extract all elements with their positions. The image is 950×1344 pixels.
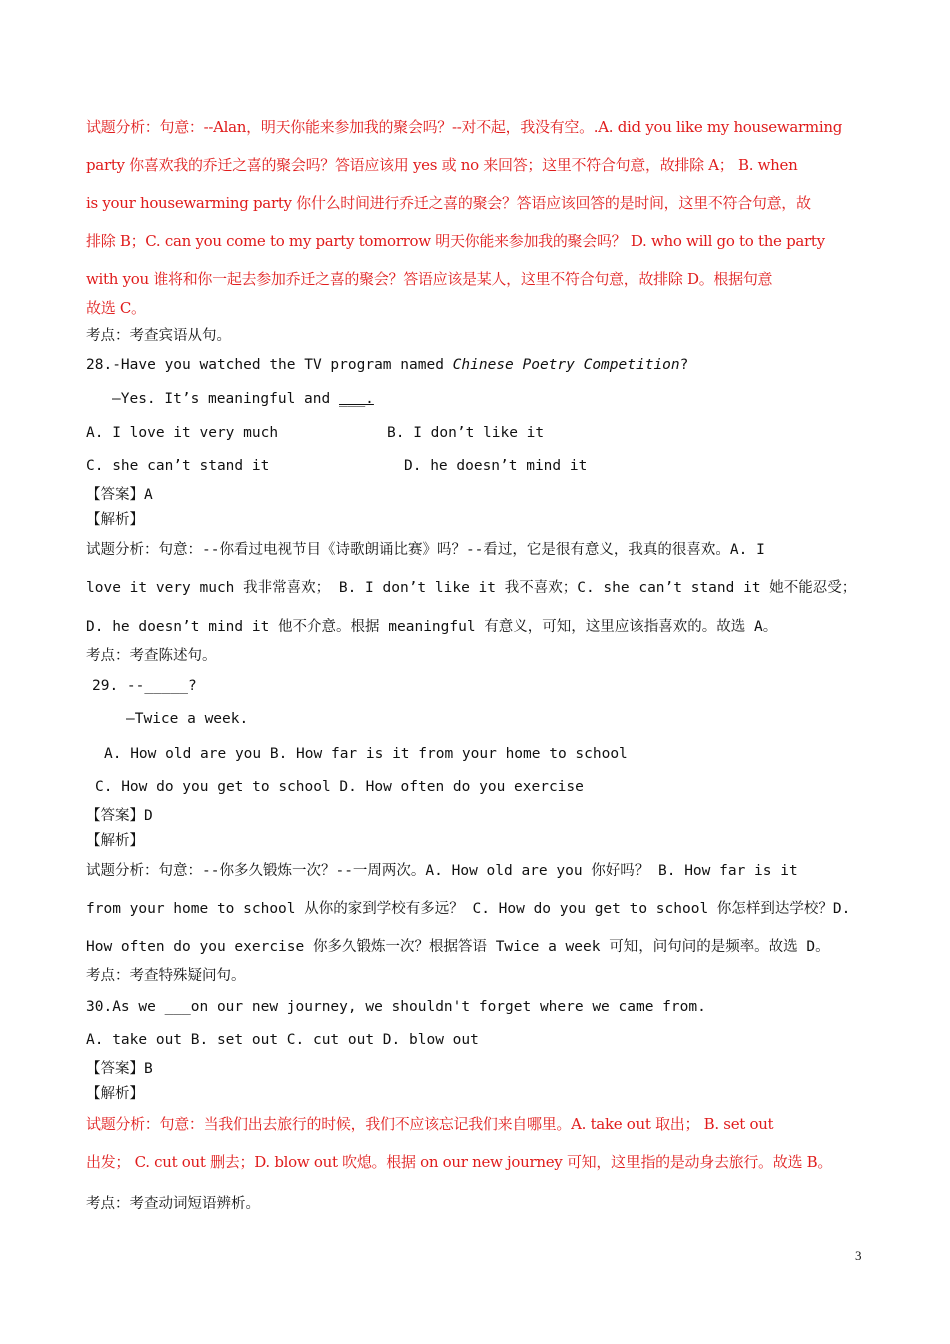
q28-option-b: B. I don’t like it: [387, 425, 545, 441]
q30-stem: 30.As we ___on our new journey, we shouldn't forget where we came from.: [86, 999, 706, 1015]
q27-analysis-line-5: with you 谁将和你一起去参加乔迁之喜的聚会？答语应该是某人，这里不符合句意，故排除 D。根据句意: [86, 270, 773, 288]
q27-analysis-line-2: party 你喜欢我的乔迁之喜的聚会吗？答语应该用 yes 或 no 来回答；这里不符合句意，故排除 A； B. when: [86, 156, 798, 174]
q28-analysis-line-3: D. he doesn’t mind it 他不介意。根据 meaningful 有意义，可知，这里应该指喜欢的。故选 A。: [86, 619, 778, 635]
q28-option-a: A. I love it very much: [86, 425, 279, 441]
q29-options-ab: A. How old are you B. How far is it from your home to school: [104, 746, 628, 762]
q28-stem-prefix: 28.-Have you watched the TV program named: [86, 357, 453, 373]
q29-analysis-label: 【解析】: [86, 833, 144, 849]
q29-analysis-line-1: 试题分析：句意：--你多久锻炼一次？--一周两次。A. How old are you 你好吗？ B. How far is it: [86, 863, 798, 879]
q28-stem-suffix: ?: [679, 357, 689, 373]
q29-options-cd: C. How do you get to school D. How often do you exercise: [95, 779, 584, 795]
q27-analysis-line-1: 试题分析：句意：--Alan，明天你能来参加我的聚会吗？--对不起，我没有空。.A. did you like my housewarming: [86, 118, 843, 136]
q28-stem-title: Chinese Poetry Competition: [452, 357, 680, 373]
q28-analysis-line-2: love it very much 我非常喜欢； B. I don’t like it 我不喜欢；C. she can’t stand it 她不能忍受；: [86, 580, 857, 596]
q27-analysis-line-4: 排除 B；C. can you come to my party tomorrow 明天你能来参加我的聚会吗？ D. who will go to the party: [86, 232, 825, 250]
q28-answer: 【答案】A: [86, 487, 153, 503]
q28-reply-prefix: —Yes. It’s meaningful and: [112, 391, 339, 407]
q28-option-c: C. she can’t stand it: [86, 458, 270, 474]
q28-point: 考点：考查陈述句。: [86, 648, 217, 664]
q30-options: A. take out B. set out C. cut out D. blow out: [86, 1032, 479, 1048]
q30-analysis-line-1: 试题分析：句意：当我们出去旅行的时候，我们不应该忘记我们来自哪里。A. take out 取出； B. set out: [86, 1115, 774, 1133]
q30-analysis-line-2: 出发； C. cut out 删去；D. blow out 吹熄。根据 on our new journey 可知，这里指的是动身去旅行。故选 B。: [86, 1153, 833, 1171]
q29-analysis-line-2: from your home to school 从你的家到学校有多远？ C. How do you get to school 你怎样到达学校？D.: [86, 901, 851, 917]
q29-analysis-line-3: How often do you exercise 你多久锻炼一次？根据答语 Twice a week 可知，问句问的是频率。故选 D。: [86, 939, 830, 955]
q28-reply-blank: ___.: [338, 391, 374, 407]
q27-analysis-line-6: 故选 C。: [86, 299, 146, 317]
page-number: 3: [855, 1248, 862, 1263]
q29-stem: 29. --_____?: [92, 678, 197, 694]
q28-stem: [86, 355, 688, 375]
q28-reply: [112, 389, 374, 409]
q29-point: 考点：考查特殊疑问句。: [86, 968, 246, 984]
q28-analysis-label: 【解析】: [86, 512, 144, 528]
q29-reply: —Twice a week.: [126, 711, 249, 727]
q27-point: 考点：考查宾语从句。: [86, 328, 231, 344]
q28-analysis-line-1: 试题分析：句意：--你看过电视节目《诗歌朗诵比赛》吗？--看过，它是很有意义，我真的很喜欢。A. I: [86, 542, 765, 558]
q27-analysis-line-3: is your housewarming party 你什么时间进行乔迁之喜的聚会？答语应该回答的是时间，这里不符合句意，故: [86, 194, 811, 212]
q29-answer: 【答案】D: [86, 808, 153, 824]
q30-answer: 【答案】B: [86, 1061, 153, 1077]
q30-point: 考点：考查动词短语辨析。: [86, 1196, 260, 1212]
q28-option-d: D. he doesn’t mind it: [404, 458, 588, 474]
q30-analysis-label: 【解析】: [86, 1086, 144, 1102]
